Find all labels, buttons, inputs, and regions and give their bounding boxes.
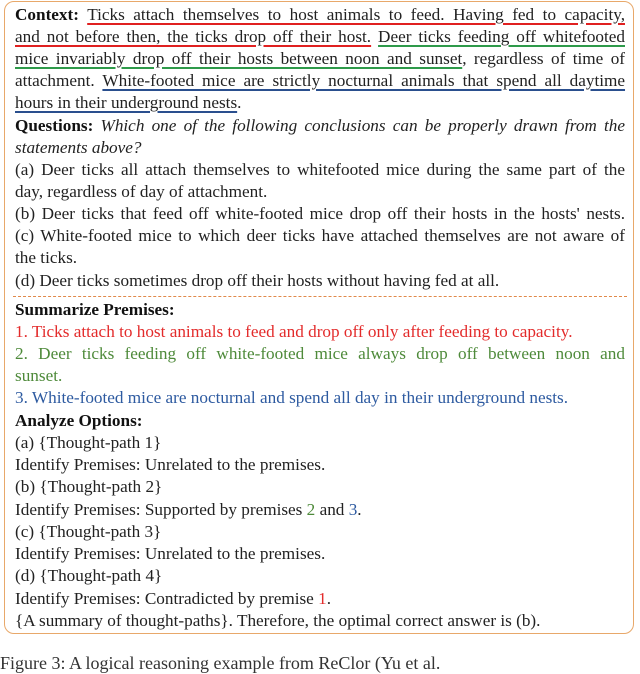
figure-caption: Figure 3: A logical reasoning example from ReClor (Yu et al.: [0, 653, 441, 673]
premise-2-line-1: 2. Deer ticks feeding off white-footed mice always drop off between noon and: [15, 344, 625, 363]
analysis-d-end: .: [326, 589, 331, 608]
premise-ref-2: 2: [306, 500, 316, 519]
context-line-3: [15, 48, 625, 70]
premise-2-line-2: sunset.: [15, 366, 63, 385]
question-line-2: [15, 137, 625, 159]
option-a-line-1: (a) Deer ticks all attach themselves to whitefooted mice during the same part of the: [15, 160, 625, 179]
context-premise-2-cont: mice invariably drop off their hosts between noon and sunset: [15, 49, 463, 68]
analysis-b-path: (b) {Thought-path 2}: [15, 477, 163, 496]
question-line-1: [15, 115, 625, 137]
analysis-a-identify: Identify Premises: Unrelated to the premises.: [15, 455, 326, 474]
premise-ref-1: 1: [318, 589, 327, 608]
context-text-attachment: attachment.: [15, 71, 103, 90]
section-divider: [13, 296, 627, 297]
context-line-2: [15, 26, 625, 48]
context-premise-1: Ticks attach themselves to host animals to feed. Having fed to capacity,: [87, 5, 625, 24]
context-period: .: [237, 93, 242, 112]
analysis-label: Analyze Options:: [15, 411, 143, 430]
option-c-line-1: (c) White-footed mice to which deer ticks have attached themselves are not aware of: [15, 226, 625, 245]
context-line-4: [15, 70, 625, 92]
premises-heading: [15, 299, 625, 321]
context-premise-3-end: hours in their underground nests: [15, 93, 238, 112]
analysis-c-identify: Identify Premises: Unrelated to the premises.: [15, 544, 326, 563]
premise-3: 3. White-footed mice are nocturnal and spend all day in their underground nests.: [15, 388, 569, 407]
questions-label: Questions:: [15, 116, 94, 135]
analysis-c-path: (c) {Thought-path 3}: [15, 522, 162, 541]
question-text: Which one of the following conclusions can be properly drawn from the: [100, 116, 626, 135]
analysis-d-identify: [15, 588, 625, 610]
question-text-end: statements above?: [15, 138, 142, 157]
example-box: [4, 1, 634, 634]
option-b: (b) Deer ticks that feed off white-footed mice drop off their hosts in the hosts' nests.: [15, 204, 625, 223]
analysis-d-identify-text: Identify Premises: Contradicted by premise: [15, 589, 319, 608]
option-a-line-2: day, regardless of day of attachment.: [15, 182, 268, 201]
analysis-heading: [15, 410, 625, 432]
context-text: , regardless of time of: [462, 49, 626, 68]
option-d: (d) Deer ticks sometimes drop off their hosts without having fed at all.: [15, 271, 500, 290]
context-line-5: [15, 92, 625, 114]
premise-1: 1. Ticks attach to host animals to feed and drop off only after feeding to capacity.: [15, 322, 573, 341]
option-c-line-2: the ticks.: [15, 248, 78, 267]
analysis-a-path: (a) {Thought-path 1}: [15, 433, 162, 452]
context-label: Context:: [15, 5, 79, 24]
context-premise-1-end: and not before then, the ticks drop off their host.: [15, 27, 372, 46]
premise-ref-3: 3: [348, 500, 358, 519]
analysis-b-end: .: [357, 500, 362, 519]
analysis-d-path: (d) {Thought-path 4}: [15, 566, 163, 585]
analysis-b-identify-text: Identify Premises: Supported by premises: [15, 500, 307, 519]
analysis-b-identify: [15, 499, 625, 521]
analysis-b-and: and: [315, 500, 349, 519]
context-premise-2: Deer ticks feeding off whitefooted: [378, 27, 625, 46]
premises-label: Summarize Premises:: [15, 300, 175, 319]
context-line-1: [15, 4, 625, 26]
analysis-summary: {A summary of thought-paths}. Therefore, the optimal correct answer is (b).: [15, 611, 541, 630]
context-premise-3: White-footed mice are strictly nocturnal animals that spend all daytime: [102, 71, 626, 90]
